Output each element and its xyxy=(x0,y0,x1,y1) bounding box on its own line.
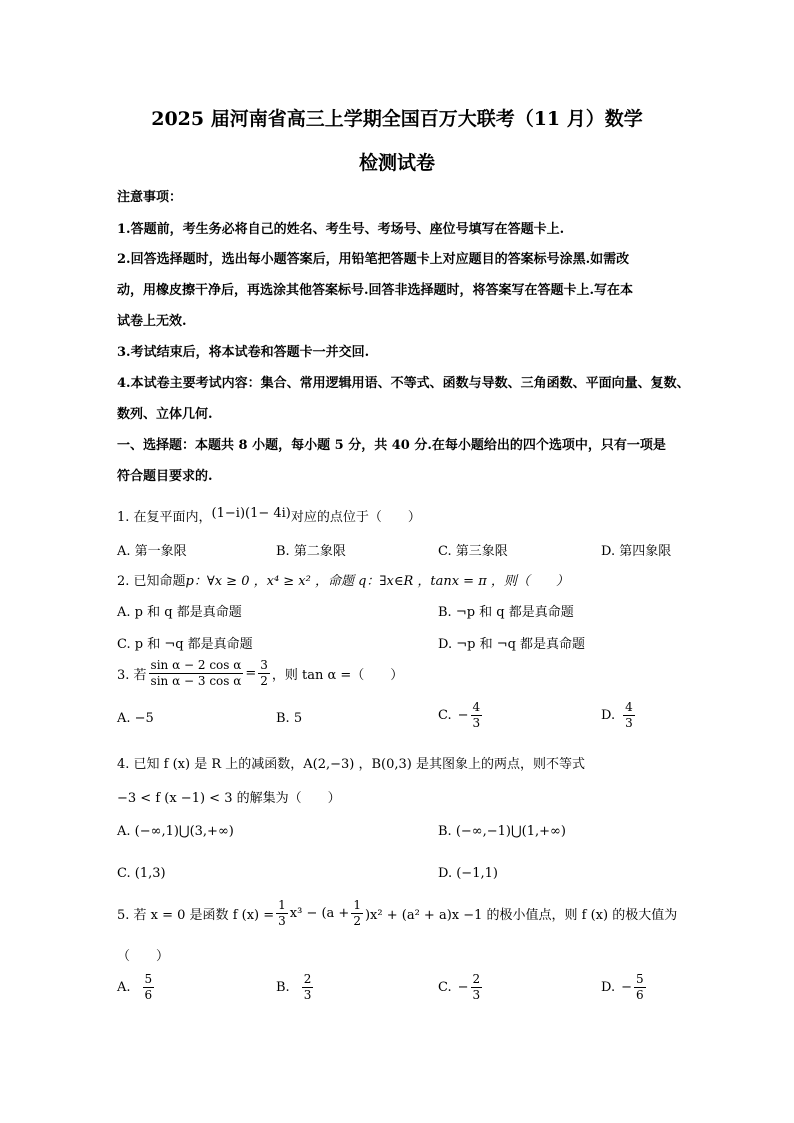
q5-option-c-denominator: 3 xyxy=(472,988,481,1002)
q5-fraction-2-denominator: 2 xyxy=(353,914,361,928)
q1-option-c: C. 第三象限 xyxy=(438,544,508,559)
q5-option-b-fraction xyxy=(302,972,314,1003)
q1-pre: 1. 在复平面内， xyxy=(117,510,212,525)
q3-pre: 3. 若 xyxy=(117,668,147,683)
q4-option-c: C. (1,3) xyxy=(117,866,166,881)
q1-option-d: D. 第四象限 xyxy=(601,544,672,559)
q3-post: ，则 tan α =（ ） xyxy=(271,668,404,683)
q3-option-d-fraction xyxy=(623,700,635,731)
q1-expr: (1−i)(1− 4i) xyxy=(211,506,291,521)
q5-option-d-sign: − xyxy=(621,980,632,995)
q5-option-c xyxy=(438,972,484,1003)
q4-option-d: D. (−1,1) xyxy=(438,866,498,881)
q5-fraction-1-numerator: 1 xyxy=(278,898,286,912)
q5-option-b-denominator: 3 xyxy=(303,988,312,1002)
q1-post: 对应的点位于（ ） xyxy=(290,510,421,525)
q2-option-a: A. p 和 q 都是真命题 xyxy=(117,605,242,620)
notice-item-3: 3.考试结束后，将本试卷和答题卡一并交回. xyxy=(117,345,370,360)
q5-option-d xyxy=(601,972,648,1003)
q5-option-d-fraction xyxy=(634,972,646,1003)
q5-option-a-fraction xyxy=(143,972,155,1003)
q2-option-c: C. p 和 ¬q 都是真命题 xyxy=(117,637,253,652)
q5-fraction-2 xyxy=(351,898,363,929)
page-subtitle: 检测试卷 xyxy=(358,152,435,174)
q5-option-b xyxy=(276,972,315,1003)
q2-option-d: D. ¬p 和 ¬q 都是真命题 xyxy=(438,637,586,652)
question-4-line1: 4. 已知 f (x) 是 R 上的减函数，A(2,−3) ，B(0,3) 是其图象上的两点，则不等式 xyxy=(117,757,586,772)
q5-option-d-numerator: 5 xyxy=(636,972,644,986)
q3-option-d-denominator: 3 xyxy=(625,716,633,730)
question-2-stem xyxy=(117,570,569,589)
q3-option-c-label: C. xyxy=(438,708,452,723)
q3-option-c-numerator: 4 xyxy=(472,700,481,714)
q3-rhs-fraction xyxy=(258,658,270,689)
question-1-stem xyxy=(117,506,421,525)
q3-option-c-sign: − xyxy=(457,708,469,723)
q3-option-c xyxy=(438,700,484,731)
q3-rhs-denominator: 2 xyxy=(260,674,268,688)
question-5-line1 xyxy=(117,898,677,929)
q4-option-a: A. (−∞,1)⋃(3,+∞) xyxy=(117,824,234,839)
section-heading-line1: 一、选择题：本题共 8 小题，每小题 5 分，共 40 分.在每小题给出的四个选项中，只有一项是 xyxy=(117,438,666,453)
q5-option-d-denominator: 6 xyxy=(636,988,644,1002)
q1-option-a: A. 第一象限 xyxy=(117,544,187,559)
notice-item-2-line3: 试卷上无效. xyxy=(117,314,187,329)
notice-heading: 注意事项： xyxy=(117,190,183,205)
section-heading-line2: 符合题目要求的. xyxy=(117,469,213,484)
q5-option-d-label: D. xyxy=(601,980,616,995)
q3-option-c-denominator: 3 xyxy=(472,716,481,730)
q1-option-b: B. 第二象限 xyxy=(276,544,346,559)
q3-option-c-fraction xyxy=(471,700,483,731)
q5-option-a-denominator: 6 xyxy=(144,988,153,1002)
q3-option-d xyxy=(601,700,637,731)
page-title: 2025 届河南省高三上学期全国百万大联考（11 月）数学 xyxy=(151,108,643,130)
q5-option-b-numerator: 2 xyxy=(303,972,312,986)
q5-fraction-1-denominator: 3 xyxy=(278,914,286,928)
q3-option-d-label: D. xyxy=(601,708,616,723)
q5-option-c-sign: − xyxy=(457,980,469,995)
q3-fraction xyxy=(149,658,244,689)
question-5-line2: （ ） xyxy=(117,949,170,964)
q3-option-d-numerator: 4 xyxy=(625,700,633,714)
q5-mid1: x³ − (a + xyxy=(289,906,350,921)
q5-fraction-1 xyxy=(276,898,288,929)
q5-option-b-label: B. xyxy=(276,980,290,995)
q3-equals: = xyxy=(245,666,257,681)
notice-item-1: 1.答题前，考生务必将自己的姓名、考生号、考场号、座位号填写在答题卡上. xyxy=(117,222,565,237)
q5-option-c-label: C. xyxy=(438,980,452,995)
question-3-stem xyxy=(117,658,403,689)
q3-option-b: B. 5 xyxy=(276,711,303,726)
q3-option-a: A. −5 xyxy=(117,711,154,726)
q2-proposition: p：∀x ≥ 0 ，x⁴ ≥ x² ，命题 q：∃x∈R ，tanx = π ，则（ ） xyxy=(185,574,569,589)
q3-fraction-denominator: sin α − 3 cos α xyxy=(150,674,242,688)
notice-item-2-line2: 动，用橡皮擦干净后，再选涂其他答案标号.回答非选择题时，将答案写在答题卡上.写在本 xyxy=(117,283,634,298)
notice-item-4-line2: 数列、立体几何. xyxy=(117,407,213,422)
notice-item-4-line1: 4.本试卷主要考试内容：集合、常用逻辑用语、不等式、函数与导数、三角函数、平面向量、复数、 xyxy=(117,376,690,391)
q5-option-a-label: A. xyxy=(117,980,131,995)
q5-pre: 5. 若 x = 0 是函数 f (x) = xyxy=(117,908,275,923)
q5-option-c-fraction xyxy=(471,972,483,1003)
q5-option-a xyxy=(117,972,156,1003)
question-4-line2: −3 < f (x −1) < 3 的解集为（ ） xyxy=(117,791,341,806)
q5-option-a-numerator: 5 xyxy=(144,972,153,986)
q3-rhs-numerator: 3 xyxy=(260,658,268,672)
q5-fraction-2-numerator: 1 xyxy=(353,898,361,912)
q5-option-c-numerator: 2 xyxy=(472,972,481,986)
q2-option-b: B. ¬p 和 q 都是真命题 xyxy=(438,605,574,620)
q5-mid2: )x² + (a² + a)x −1 的极小值点，则 f (x) 的极大值为 xyxy=(364,908,678,923)
q4-option-b: B. (−∞,−1)⋃(1,+∞) xyxy=(438,824,566,839)
q2-stem: 2. 已知命题 xyxy=(117,574,186,589)
q3-fraction-numerator: sin α − 2 cos α xyxy=(150,658,242,672)
notice-item-2-line1: 2.回答选择题时，选出每小题答案后，用铅笔把答题卡上对应题目的答案标号涂黑.如需改 xyxy=(117,252,630,267)
